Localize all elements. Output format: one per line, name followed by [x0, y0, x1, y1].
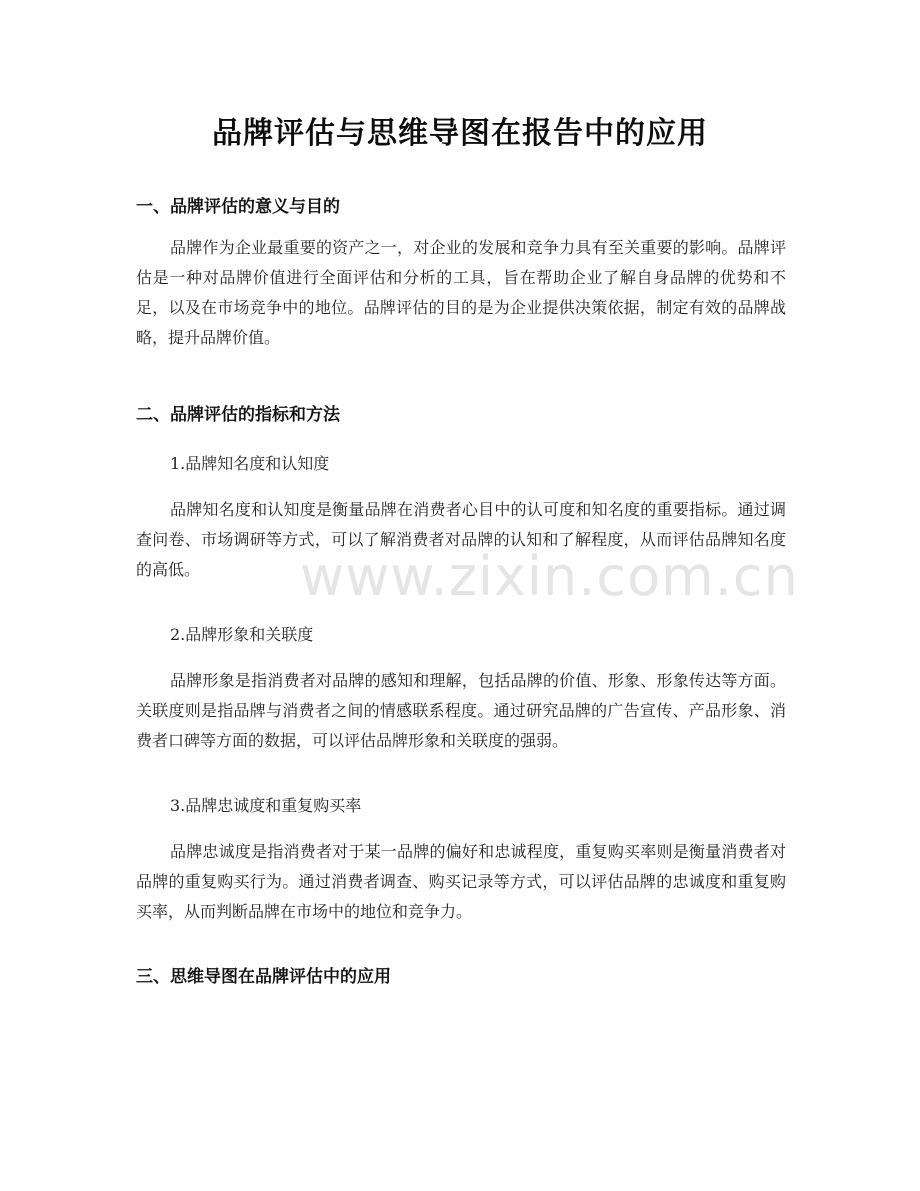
document-title: 品牌评估与思维导图在报告中的应用: [212, 116, 708, 151]
paragraph-brand-loyalty: 品牌忠诚度是指消费者对于某一品牌的偏好和忠诚程度，重复购买率则是衡量消费者对品牌的重复购买行为。通过消费者调查、购买记录等方式，可以评估品牌的忠诚度和重复购买率，从而判断品牌在市场中的地位和竞争力。: [136, 842, 786, 921]
section-heading-1: 一、品牌评估的意义与目的: [136, 197, 340, 217]
section-paragraph-1: 品牌作为企业最重要的资产之一，对企业的发展和竞争力具有至关重要的影响。品牌评估是一种对品牌价值进行全面评估和分析的工具，旨在帮助企业了解自身品牌的优势和不足，以及在市场竞争中的地位。品牌评估的目的是为企业提供决策依据，制定有效的品牌战略，提升品牌价值。: [136, 238, 786, 347]
subheading-brand-loyalty: 3.品牌忠诚度和重复购买率: [170, 796, 362, 815]
watermark: www.zixin.com.cn: [300, 545, 799, 608]
paragraph-brand-awareness: 品牌知名度和认知度是衡量品牌在消费者心目中的认可度和知名度的重要指标。通过调查问卷、市场调研等方式，可以了解消费者对品牌的认知和了解程度，从而评估品牌知名度的高低。: [136, 500, 786, 579]
section-heading-3: 三、思维导图在品牌评估中的应用: [136, 967, 391, 987]
paragraph-brand-image: 品牌形象是指消费者对品牌的感知和理解，包括品牌的价值、形象、形象传达等方面。关联度则是指品牌与消费者之间的情感联系程度。通过研究品牌的广告宣传、产品形象、消费者口碑等方面的数据，可以评估品牌形象和关联度的强弱。: [136, 671, 786, 750]
subheading-brand-image: 2.品牌形象和关联度: [170, 625, 314, 644]
section-heading-2: 二、品牌评估的指标和方法: [136, 405, 340, 425]
subheading-brand-awareness: 1.品牌知名度和认知度: [170, 454, 330, 473]
